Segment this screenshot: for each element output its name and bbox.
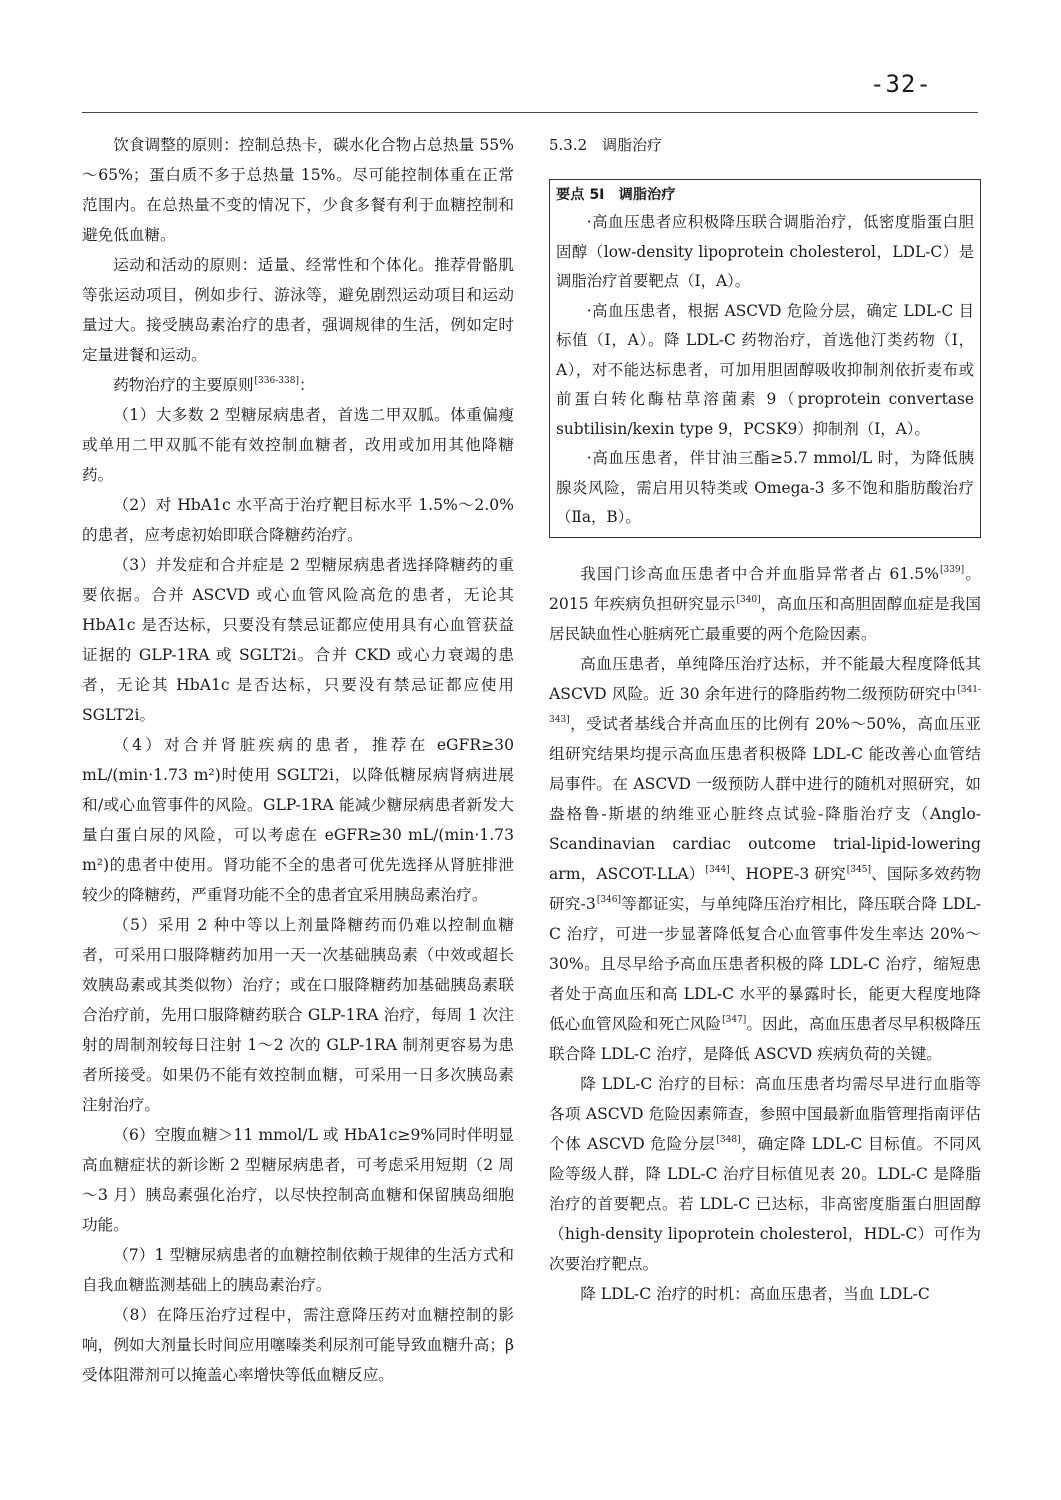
citation-ref: [348] bbox=[716, 1134, 741, 1145]
section-heading: 5.3.2 调脂治疗 bbox=[549, 136, 663, 154]
citation-ref: [341-343] bbox=[549, 684, 981, 725]
paragraph-text: ，受试者基线合并高血压的比例有 20%～50%，高血压亚组研究结果均提示高血压患者积极降 LDL-C 能改善心血管结局事件。在 ASCVD 一级预防人群中进行的随机对照研究，如盎格鲁-斯堪的纳维亚心脏终点试验-降脂治疗支（Anglo-Scandinavian cardiac outcome trial-lipid-lowering arm，ASCOT-LLA） bbox=[549, 714, 981, 883]
citation-ref: [345] bbox=[846, 864, 871, 875]
paragraph-text: ： bbox=[298, 376, 315, 394]
key-point-title: 要点 5I 调脂治疗 bbox=[556, 187, 676, 203]
paragraph bbox=[549, 649, 981, 1069]
citation-ref: [339] bbox=[939, 564, 965, 575]
paragraph-text: ，高血压和高胆固醇血症是我国居民缺血性心脏病死亡最重要的两个危险因素。 bbox=[549, 594, 981, 643]
key-point-item: ·高血压患者，伴甘油三酯≥5.7 mmol/L 时，为降低胰腺炎风险，需启用贝特类或 Omega-3 多不饱和脂肪酸治疗（Ⅱa，B）。 bbox=[556, 449, 974, 526]
paragraph: 饮食调整的原则：控制总热卡，碳水化合物占总热量 55%～65%；蛋白质不多于总热量 15%。尽可能控制体重在正常范围内。在总热量不变的情况下，少食多餐有利于血糖控制和避免低血糖。 bbox=[82, 136, 514, 244]
citation-ref: [336-338] bbox=[254, 376, 299, 386]
paragraph bbox=[549, 1069, 981, 1279]
paragraph-text: 等都证实，与单纯降压治疗相比，降压联合降 LDL-C 治疗，可进一步显著降低复合心血管事件发生率达 20%～30%。且尽早给予高血压患者积极的降 LDL-C 治疗，缩短患者处于高血压和高 LDL-C 水平的暴露时长，能更大程度地降低心血管风险和死亡风险 bbox=[549, 894, 981, 1033]
key-point-box bbox=[549, 179, 981, 538]
citation-ref: [340] bbox=[736, 594, 761, 605]
paragraph-text: 、HOPE-3 研究 bbox=[729, 864, 846, 883]
paragraph-text: 高血压患者，单纯降压治疗达标，并不能最大程度降低其 ASCVD 风险。近 30 余年进行的降脂药物二级预防研究中 bbox=[549, 654, 981, 703]
paragraph-text: 降 LDL-C 治疗的目标：高血压患者均需尽早进行血脂等各项 ASCVD 危险因素筛查，参照中国最新血脂管理指南评估个体 ASCVD 危险分层 bbox=[549, 1074, 981, 1153]
left-column bbox=[82, 130, 514, 1390]
paragraph: 降 LDL-C 治疗的时机：高血压患者，当血 LDL-C bbox=[580, 1284, 930, 1303]
paragraph-text: ，确定降 LDL-C 目标值。不同风险等级人群，降 LDL-C 治疗目标值见表 20。LDL-C 是降脂治疗的首要靶点。若 LDL-C 已达标，非高密度脂蛋白胆固醇（high-density lipoprotein cholesterol，HDL-C）可作为次要治疗靶点。 bbox=[549, 1134, 982, 1273]
paragraph: （4）对合并肾脏疾病的患者，推荐在 eGFR≥30 mL/(min·1.73 m²)时使用 SGLT2i，以降低糖尿病肾病进展和/或心血管事件的风险。GLP-1RA 能减少糖尿病患者新发大量白蛋白尿的风险，可以考虑在 eGFR≥30 mL/(min·1.73 m²)的患者中使用。肾功能不全的患者可优先选择从肾脏排泄较少的降糖药，严重肾功能不全的患者宜采用胰岛素治疗。 bbox=[82, 736, 514, 904]
paragraph: （5）采用 2 种中等以上剂量降糖药而仍难以控制血糖者，可采用口服降糖药加用一天一次基础胰岛素（中效或超长效胰岛素或其类似物）治疗；或在口服降糖药加基础胰岛素联合治疗前，先用口服降糖药联合 GLP-1RA 治疗，每周 1 次注射的周制剂较每日注射 1～2 次的 GLP-1RA 制剂更容易为患者所接受。如果仍不能有效控制血糖，可采用一日多次胰岛素注射治疗。 bbox=[82, 916, 514, 1114]
page-number: -32- bbox=[870, 70, 932, 98]
paragraph-text: 药物治疗的主要原则 bbox=[113, 376, 254, 394]
paragraph: （6）空腹血糖＞11 mmol/L 或 HbA1c≥9%同时伴明显高血糖症状的新诊断 2 型糖尿病患者，可考虑采用短期（2 周～3 月）胰岛素强化治疗，以尽快控制高血糖和保留胰岛细胞功能。 bbox=[82, 1126, 514, 1234]
paragraph: 运动和活动的原则：适量、经常性和个体化。推荐骨骼肌等张运动项目，例如步行、游泳等，避免剧烈运动项目和运动量过大。接受胰岛素治疗的患者，强调规律的生活，例如定时定量进餐和运动。 bbox=[82, 256, 514, 364]
citation-ref: [347] bbox=[722, 1014, 747, 1025]
paragraph: （7）1 型糖尿病患者的血糖控制依赖于规律的生活方式和自我血糖监测基础上的胰岛素治疗。 bbox=[82, 1246, 514, 1294]
key-point-item: ·高血压患者应积极降压联合调脂治疗，低密度脂蛋白胆固醇（low-density lipoprotein cholesterol，LDL-C）是调脂治疗首要靶点（Ⅰ，A）。 bbox=[556, 213, 974, 290]
paragraph: （8）在降压治疗过程中，需注意降压药对血糖控制的影响，例如大剂量长时间应用噻嗪类利尿剂可能导致血糖升高；β 受体阻滞剂可以掩盖心率增快等低血糖反应。 bbox=[82, 1306, 514, 1384]
paragraph bbox=[549, 559, 981, 649]
paragraph bbox=[82, 370, 514, 400]
header-rule bbox=[82, 112, 978, 113]
paragraph-text: 我国门诊高血压患者中合并血脂异常者占 61.5% bbox=[580, 564, 939, 583]
paragraph: （3）并发症和合并症是 2 型糖尿病患者选择降糖药的重要依据。合并 ASCVD 或心血管风险高危的患者，无论其 HbA1c 是否达标，只要没有禁忌证都应使用具有心血管获益证据的 GLP-1RA 或 SGLT2i。合并 CKD 或心力衰竭的患者，无论其 HbA1c 是否达标，只要没有禁忌证都应使用 SGLT2i。 bbox=[82, 556, 514, 724]
citation-ref: [344] bbox=[705, 864, 730, 875]
paragraph-text: 。因此，高血压患者尽早积极降压联合降 LDL-C 治疗，是降低 ASCVD 疾病负荷的关键。 bbox=[549, 1014, 981, 1063]
key-point-item: ·高血压患者，根据 ASCVD 危险分层，确定 LDL-C 目标值（Ⅰ，A）。降 LDL-C 药物治疗，首选他汀类药物（Ⅰ，A），对不能达标患者，可加用胆固醇吸收抑制剂依折麦布或前蛋白转化酶枯草溶菌素 9（proprotein convertase subtilisin/kexin type 9，PCSK9）抑制剂（Ⅰ，A）。 bbox=[556, 301, 974, 438]
right-column bbox=[549, 130, 981, 1309]
citation-ref: [346] bbox=[596, 894, 622, 905]
paragraph: （1）大多数 2 型糖尿病患者，首选二甲双胍。体重偏瘦或单用二甲双胍不能有效控制血糖者，改用或加用其他降糖药。 bbox=[82, 406, 514, 484]
paragraph: （2）对 HbA1c 水平高于治疗靶目标水平 1.5%～2.0%的患者，应考虑初始即联合降糖药治疗。 bbox=[82, 496, 514, 544]
paragraph-text: 。2015 年疾病负担研究显示 bbox=[549, 564, 981, 613]
paragraph-text: 、国际多效药物研究-3 bbox=[549, 864, 981, 913]
